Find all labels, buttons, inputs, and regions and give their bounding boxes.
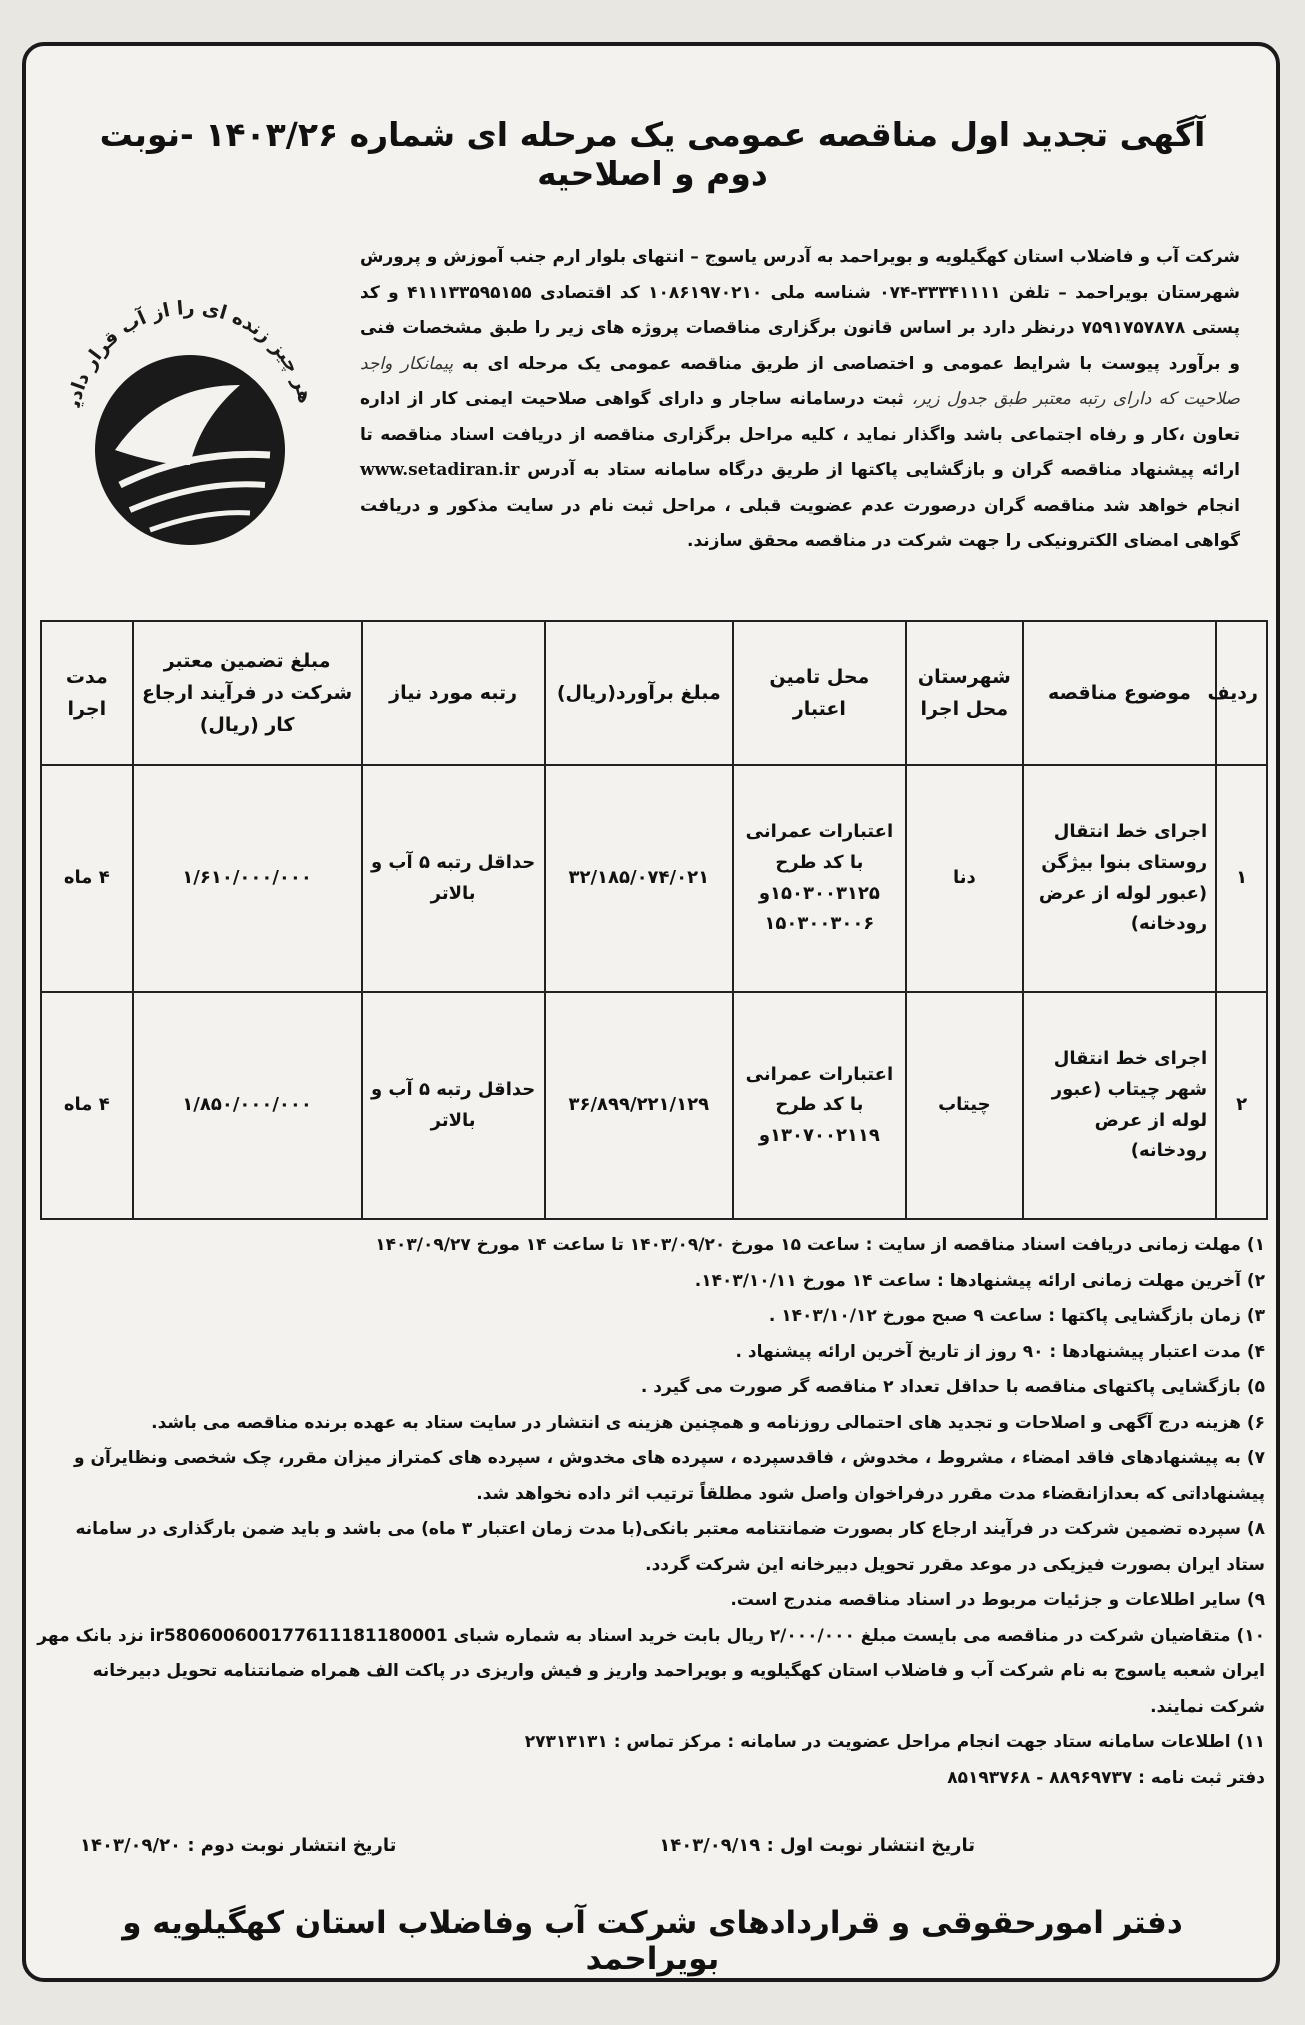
second-publication-date: ۱۴۰۳/۰۹/۲۰ (80, 1835, 182, 1856)
cell-estimate: ۳۶/۸۹۹/۲۲۱/۱۲۹ (545, 992, 733, 1219)
condition-item: ۱) مهلت زمانی دریافت اسناد مناقصه از سایت : ساعت ۱۵ مورخ ۱۴۰۳/۰۹/۲۰ تا ساعت ۱۴ مورخ ۱۴۰۳/۰۹/۲۷ (375, 1235, 1265, 1255)
tender-table (40, 620, 1268, 1220)
cell-row-number: ۱ (1216, 765, 1267, 992)
condition-item: ۷) به پیشنهادهای فاقد امضاء ، مشروط ، مخدوش ، فاقدسپرده ، سپرده های مخدوش ، سپرده های کمتراز میزان مقرر، چک شخصی ونظایرآن و پیشنهاداتی که بعدازانقضاء مدت مقرر درفراخوان واصل شود مطلقاً ترتیب اثر داده نخواهد شد. (74, 1448, 1265, 1504)
cell-city: چیتاب (906, 992, 1023, 1219)
publication-dates (80, 1835, 975, 1856)
table-header-row (41, 621, 1267, 765)
company-logo (40, 235, 340, 555)
condition-item: دفتر ثبت نامه : ۸۸۹۶۹۷۳۷ - ۸۵۱۹۳۷۶۸ (947, 1767, 1265, 1788)
cell-city: دنا (906, 765, 1023, 992)
first-publication-date: ۱۴۰۳/۰۹/۱۹ (659, 1835, 761, 1856)
cell-funding: اعتبارات عمرانی با کد طرح ۱۵۰۳۰۰۳۱۲۵و ۱۵۰۳۰۰۳۰۰۶ (733, 765, 906, 992)
intro-rest-1: ثبت درسامانه ساجار و دارای گواهی صلاحیت ایمنی کار از اداره تعاون ،کار و رفاه اجتماعی باشد واگذار نماید ، کلیه مراحل برگزاری مناقصه از دریافت اسناد مناقصه تا ارائه پیشنهاد مناقصه گران و بازگشایی پاکتها از طریق درگاه سامانه ستاد به آدرس (360, 389, 1241, 480)
intro-handwritten-note: پیمانکار واجد صلاحیت که دارای رتبه معتبر طبق جدول زیر، (360, 353, 1240, 409)
cell-duration: ۴ ماه (41, 765, 133, 992)
cell-grade: حداقل رتبه ۵ آب و بالاتر (362, 765, 545, 992)
logo-slogan: هر چیز زنده ای را از آب قرار دادی (62, 297, 317, 409)
cell-guarantee: ۱/۸۵۰/۰۰۰/۰۰۰ (133, 992, 362, 1219)
condition-item: ۴) مدت اعتبار پیشنهادها : ۹۰ روز از تاریخ آخرین ارائه پیشنهاد . (735, 1341, 1265, 1362)
second-publication-label: تاریخ انتشار نوبت دوم : (187, 1835, 397, 1856)
condition-item: ۹) سایر اطلاعات و جزئیات مربوط در اسناد مناقصه مندرج است. (730, 1590, 1265, 1610)
first-publication (659, 1835, 975, 1856)
notice-title: آگهی تجدید اول مناقصه عمومی یک مرحله ای شماره ۱۴۰۳/۲۶ -نوبت دوم و اصلاحیه (99, 115, 1206, 193)
condition-item: ۳) زمان بازگشایی پاکتها : ساعت ۹ صبح مورخ ۱۴۰۳/۱۰/۱۲ . (768, 1306, 1265, 1326)
conditions-list (35, 1228, 1265, 1796)
cell-duration: ۴ ماه (41, 992, 133, 1219)
condition-item: ۱۱) اطلاعات سامانه ستاد جهت انجام مراحل عضویت در سامانه : مرکز تماس : ۲۷۳۱۳۱۳۱ (524, 1732, 1265, 1752)
second-publication (80, 1835, 396, 1856)
header-city: شهرستان محل اجرا (906, 621, 1023, 765)
condition-item: ۸) سپرده تضمین شرکت در فرآیند ارجاع کار بصورت ضمانتنامه معتبر بانکی(با مدت زمان اعتبار ۳ ماه) می باشد و باید ضمن بارگذاری در سامانه ستاد ایران بصورت فیزیکی در موعد مقرر تحویل دبیرخانه این شرکت گردد. (75, 1519, 1265, 1575)
header-subject: موضوع مناقصه (1023, 621, 1216, 765)
setad-website-link[interactable]: www.setadiran.ir (360, 460, 520, 480)
water-drop-logo-icon (40, 235, 340, 555)
issuer-footer: دفتر امورحقوقی و قراردادهای شرکت آب وفاضلاب استان کهگیلویه و بویراحمد (122, 1905, 1183, 1977)
intro-rest-2: انجام خواهد شد مناقصه گران درصورت عدم عضویت قبلی ، مراحل ثبت نام در سایت مذکور و دریافت گواهی امضای الکترونیکی را جهت شرکت در مناقصه محقق سازند. (360, 495, 1240, 551)
condition-item: ۶) هزینه درج آگهی و اصلاحات و تجدید های احتمالی روزنامه و همچنین هزینه ی انتشار در سایت ستاد به عهده برنده مناقصه می باشد. (151, 1412, 1265, 1433)
header-estimate: مبلغ برآورد(ریال) (545, 621, 733, 765)
first-publication-label: تاریخ انتشار نوبت اول : (766, 1835, 975, 1856)
condition-item: ۱۰) متقاضیان شرکت در مناقصه می بایست مبلغ ۲/۰۰۰/۰۰۰ ریال بابت خرید اسناد به شماره شبای ir580600600177611181180001 نزد بانک مهر ایران شعبه یاسوج به نام شرکت آب و فاضلاب استان کهگیلویه و بویراحمد واریز و فیش واریزی در پاکت الف همراه ضمانتنامه تحویل دبیرخانه شرکت نمایند. (37, 1625, 1265, 1717)
intro-paragraph (360, 240, 1240, 560)
cell-funding: اعتبارات عمرانی با کد طرح ۱۳۰۷۰۰۲۱۱۹و (733, 992, 906, 1219)
header-funding: محل تامین اعتبار (733, 621, 906, 765)
header-grade: رتبه مورد نیاز (362, 621, 545, 765)
header-duration: مدت اجرا (41, 621, 133, 765)
table-row (41, 992, 1267, 1219)
cell-subject: اجرای خط انتقال شهر چیتاب (عبور لوله از عرض رودخانه) (1023, 992, 1216, 1219)
cell-row-number: ۲ (1216, 992, 1267, 1219)
cell-grade: حداقل رتبه ۵ آب و بالاتر (362, 992, 545, 1219)
condition-item: ۲) آخرین مهلت زمانی ارائه پیشنهادها : ساعت ۱۴ مورخ ۱۴۰۳/۱۰/۱۱. (694, 1270, 1265, 1291)
intro-main: شرکت آب و فاضلاب استان کهگیلویه و بویراحمد به آدرس یاسوج – انتهای بلوار ارم جنب آموزش و پرورش شهرستان بویراحمد – تلفن ۳۳۳۴۱۱۱۱-۰۷۴ شناسه ملی ۱۰۸۶۱۹۷۰۲۱۰ کد اقتصادی ۴۱۱۱۳۳۵۹۵۱۵۵ و کد پستی ۷۵۹۱۷۵۷۸۷۸ درنظر دارد بر اساس قانون برگزاری مناقصات پروژه های زیر را طبق مشخصات فنی و برآورد پیوست با شرایط عمومی و اختصاصی از طریق مناقصه عمومی یک مرحله ای به (360, 247, 1240, 374)
header-row-number: ردیف (1216, 621, 1267, 765)
cell-estimate: ۳۲/۱۸۵/۰۷۴/۰۲۱ (545, 765, 733, 992)
header-guarantee: مبلغ تضمین معتبر شرکت در فرآیند ارجاع کار (ریال) (133, 621, 362, 765)
cell-guarantee: ۱/۶۱۰/۰۰۰/۰۰۰ (133, 765, 362, 992)
condition-item: ۵) بازگشایی پاکتهای مناقصه با حداقل تعداد ۲ مناقصه گر صورت می گیرد . (640, 1377, 1265, 1397)
table-row (41, 765, 1267, 992)
cell-subject: اجرای خط انتقال روستای بنوا بیژگن (عبور لوله از عرض رودخانه) (1023, 765, 1216, 992)
